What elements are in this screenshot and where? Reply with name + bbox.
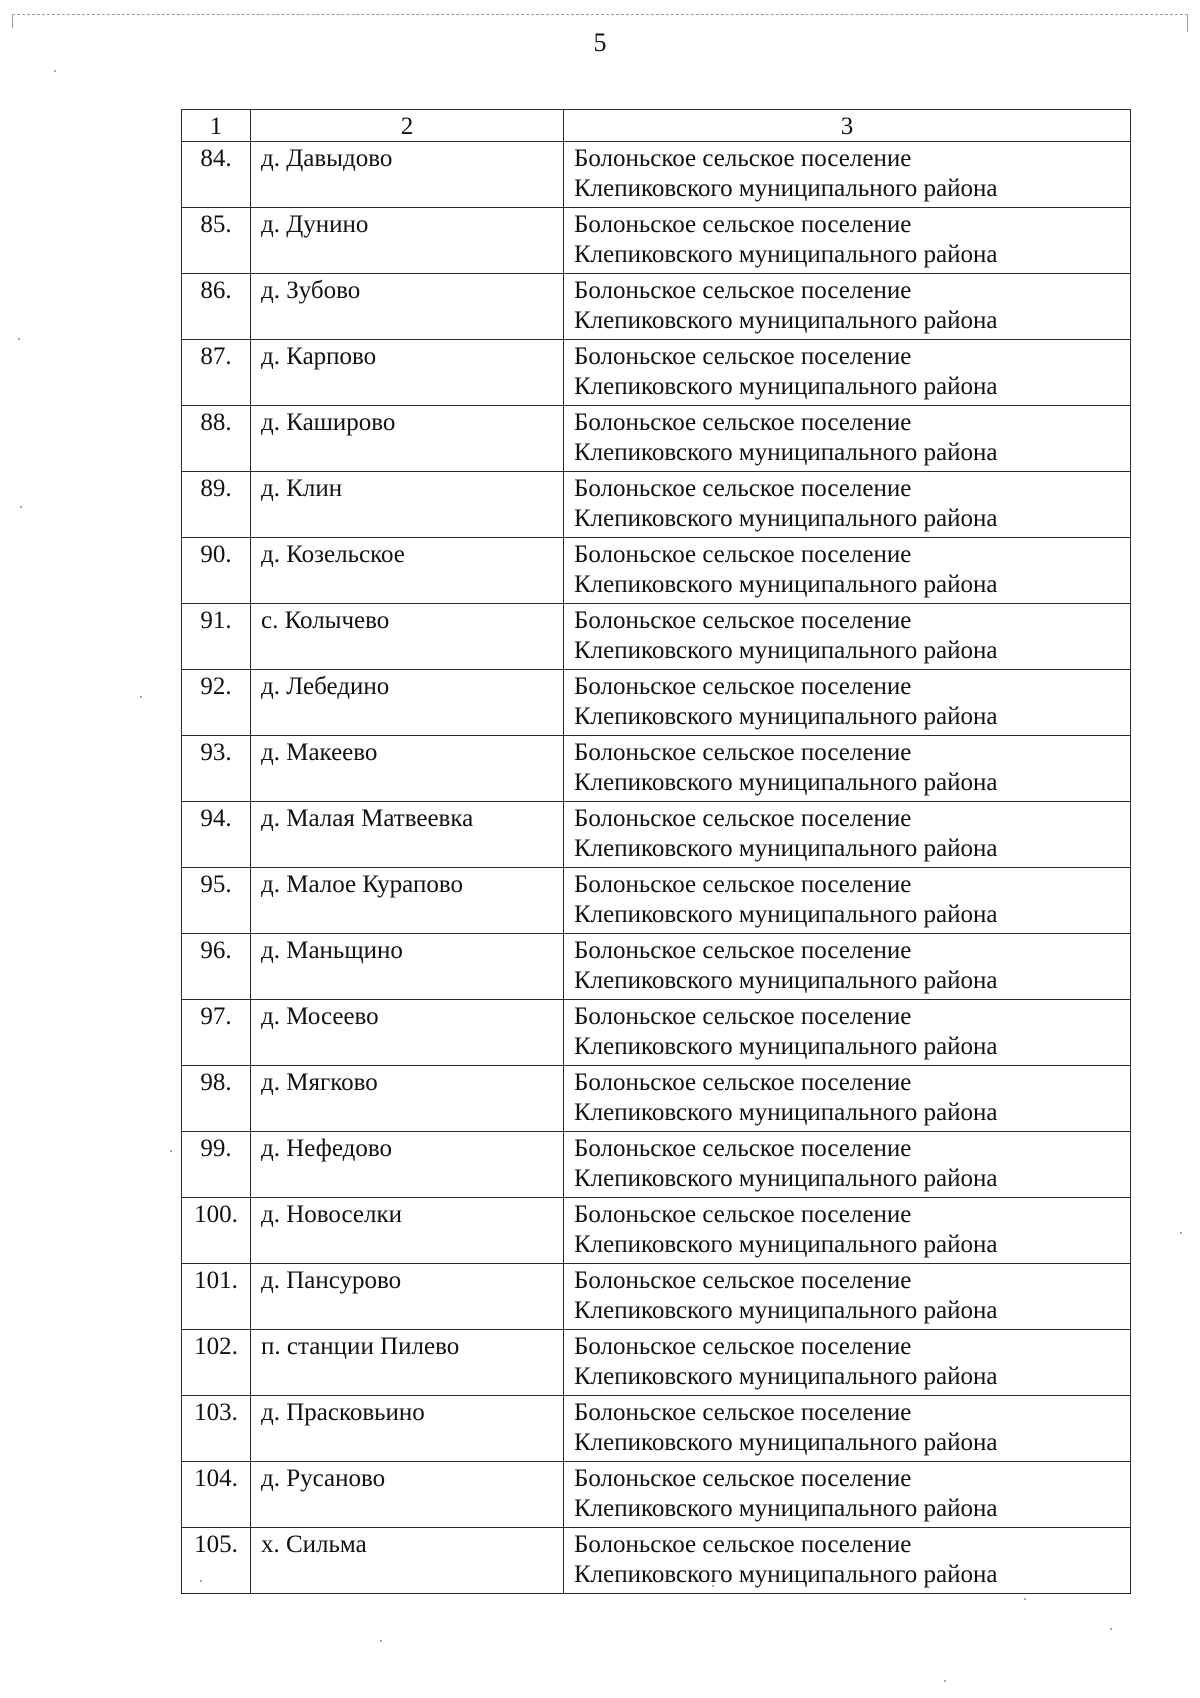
municipality-line-1: Болоньское сельское поселение: [574, 1201, 912, 1228]
municipality-cell: [564, 406, 1131, 472]
row-number-cell: 105.: [182, 1528, 251, 1594]
header-cell-1: 1: [182, 110, 251, 142]
row-number-cell: 98.: [182, 1066, 251, 1132]
municipality-cell: [564, 472, 1131, 538]
table-row: [182, 1000, 1131, 1066]
settlement-name-cell: с. Колычево: [251, 604, 564, 670]
municipality-cell: [564, 142, 1131, 208]
row-number-cell: 95.: [182, 868, 251, 934]
municipality-line-1: Болоньское сельское поселение: [574, 1531, 912, 1558]
table-row: [182, 670, 1131, 736]
settlement-name-cell: д. Каширово: [251, 406, 564, 472]
settlement-name-cell: д. Малая Матвеевка: [251, 802, 564, 868]
settlement-name-cell: д. Пансурово: [251, 1264, 564, 1330]
table-row: [182, 1198, 1131, 1264]
scan-speck: [944, 1680, 946, 1682]
header-cell-2: 2: [251, 110, 564, 142]
table-row: [182, 142, 1131, 208]
scan-speck: [1110, 1628, 1112, 1630]
municipality-line-2: Клепиковского муниципального района: [574, 439, 998, 466]
scan-speck: [140, 696, 142, 698]
table-row: [182, 208, 1131, 274]
municipality-cell: [564, 670, 1131, 736]
municipality-cell: [564, 1462, 1131, 1528]
municipality-line-1: Болоньское сельское поселение: [574, 475, 912, 502]
table-row: [182, 406, 1131, 472]
row-number-cell: 86.: [182, 274, 251, 340]
settlement-name-cell: д. Макеево: [251, 736, 564, 802]
municipality-line-2: Клепиковского муниципального района: [574, 637, 998, 664]
settlement-name-cell: д. Лебедино: [251, 670, 564, 736]
municipality-cell: [564, 1264, 1131, 1330]
table-row: [182, 1264, 1131, 1330]
municipality-cell: [564, 340, 1131, 406]
settlement-name-cell: д. Дунино: [251, 208, 564, 274]
municipality-cell: [564, 868, 1131, 934]
municipality-line-2: Клепиковского муниципального района: [574, 1165, 998, 1192]
settlement-name-cell: д. Нефедово: [251, 1132, 564, 1198]
settlement-name-cell: д. Зубово: [251, 274, 564, 340]
settlement-name-cell: д. Козельское: [251, 538, 564, 604]
table-row: [182, 934, 1131, 1000]
page-number: 5: [593, 28, 607, 57]
settlement-name-cell: д. Новоселки: [251, 1198, 564, 1264]
municipality-line-1: Болоньское сельское поселение: [574, 1267, 912, 1294]
municipality-cell: [564, 1066, 1131, 1132]
municipality-cell: [564, 1132, 1131, 1198]
settlement-name-cell: д. Малое Курапово: [251, 868, 564, 934]
municipality-line-2: Клепиковского муниципального района: [574, 505, 998, 532]
municipality-cell: [564, 802, 1131, 868]
row-number-cell: 100.: [182, 1198, 251, 1264]
scan-speck: [1024, 1598, 1026, 1600]
municipality-line-2: Клепиковского муниципального района: [574, 241, 998, 268]
scan-speck: [380, 1640, 382, 1642]
row-number-cell: 93.: [182, 736, 251, 802]
table-row: [182, 1462, 1131, 1528]
settlement-name-cell: п. станции Пилево: [251, 1330, 564, 1396]
table-row: [182, 472, 1131, 538]
municipality-line-2: Клепиковского муниципального района: [574, 769, 998, 796]
municipality-line-1: Болоньское сельское поселение: [574, 277, 912, 304]
municipality-line-1: Болоньское сельское поселение: [574, 343, 912, 370]
settlement-name-cell: д. Русаново: [251, 1462, 564, 1528]
table-row: [182, 538, 1131, 604]
row-number-cell: 96.: [182, 934, 251, 1000]
municipality-line-1: Болоньское сельское поселение: [574, 1069, 912, 1096]
municipality-line-1: Болоньское сельское поселение: [574, 805, 912, 832]
table-row: [182, 1528, 1131, 1594]
row-number-cell: 87.: [182, 340, 251, 406]
municipality-line-1: Болоньское сельское поселение: [574, 673, 912, 700]
table-row: [182, 1066, 1131, 1132]
settlement-name-cell: д. Мосеево: [251, 1000, 564, 1066]
municipality-line-2: Клепиковского муниципального района: [574, 901, 998, 928]
row-number-cell: 88.: [182, 406, 251, 472]
municipality-line-2: Клепиковского муниципального района: [574, 967, 998, 994]
municipality-cell: [564, 1396, 1131, 1462]
row-number-cell: 85.: [182, 208, 251, 274]
municipality-line-2: Клепиковского муниципального района: [574, 1099, 998, 1126]
table-row: [182, 1396, 1131, 1462]
municipality-line-2: Клепиковского муниципального района: [574, 1231, 998, 1258]
municipality-line-2: Клепиковского муниципального района: [574, 1495, 998, 1522]
header-cell-3: 3: [564, 110, 1131, 142]
municipality-line-2: Клепиковского муниципального района: [574, 373, 998, 400]
municipality-line-1: Болоньское сельское поселение: [574, 1003, 912, 1030]
municipality-cell: [564, 1528, 1131, 1594]
row-number-cell: 99.: [182, 1132, 251, 1198]
row-number-cell: 97.: [182, 1000, 251, 1066]
row-number-cell: 102.: [182, 1330, 251, 1396]
municipality-line-2: Клепиковского муниципального района: [574, 1429, 998, 1456]
municipality-cell: [564, 1000, 1131, 1066]
row-number-cell: 89.: [182, 472, 251, 538]
row-number-cell: 90.: [182, 538, 251, 604]
municipality-line-1: Болоньское сельское поселение: [574, 607, 912, 634]
scan-speck: [1180, 1232, 1182, 1234]
municipality-cell: [564, 208, 1131, 274]
table-row: [182, 1132, 1131, 1198]
municipality-cell: [564, 604, 1131, 670]
municipality-line-2: Клепиковского муниципального района: [574, 835, 998, 862]
table-header-row: [182, 110, 1131, 142]
municipality-line-1: Болоньское сельское поселение: [574, 1399, 912, 1426]
municipality-line-2: Клепиковского муниципального района: [574, 1363, 998, 1390]
settlement-name-cell: д. Давыдово: [251, 142, 564, 208]
municipality-line-2: Клепиковского муниципального района: [574, 307, 998, 334]
municipality-line-2: Клепиковского муниципального района: [574, 1297, 998, 1324]
municipality-line-1: Болоньское сельское поселение: [574, 211, 912, 238]
settlement-name-cell: х. Сильма: [251, 1528, 564, 1594]
row-number-cell: 103.: [182, 1396, 251, 1462]
table-row: [182, 1330, 1131, 1396]
municipality-cell: [564, 538, 1131, 604]
row-number-cell: 92.: [182, 670, 251, 736]
municipality-line-1: Болоньское сельское поселение: [574, 937, 912, 964]
table-row: [182, 340, 1131, 406]
table-row: [182, 802, 1131, 868]
table-row: [182, 274, 1131, 340]
municipality-line-2: Клепиковского муниципального района: [574, 1033, 998, 1060]
table-row: [182, 604, 1131, 670]
municipality-line-1: Болоньское сельское поселение: [574, 739, 912, 766]
row-number-cell: 104.: [182, 1462, 251, 1528]
municipality-line-2: Клепиковского муниципального района: [574, 1561, 998, 1588]
row-number-cell: 101.: [182, 1264, 251, 1330]
municipality-cell: [564, 934, 1131, 1000]
municipality-cell: [564, 736, 1131, 802]
municipality-line-1: Болоньское сельское поселение: [574, 541, 912, 568]
settlement-name-cell: д. Маньщино: [251, 934, 564, 1000]
municipality-cell: [564, 274, 1131, 340]
settlement-name-cell: д. Прасковьино: [251, 1396, 564, 1462]
municipality-cell: [564, 1198, 1131, 1264]
scan-speck: [170, 1150, 172, 1152]
municipality-line-1: Болоньское сельское поселение: [574, 145, 912, 172]
scan-speck: [54, 70, 56, 72]
municipality-line-1: Болоньское сельское поселение: [574, 1465, 912, 1492]
settlements-table: [181, 109, 1131, 1594]
settlement-name-cell: д. Клин: [251, 472, 564, 538]
municipality-line-2: Клепиковского муниципального района: [574, 571, 998, 598]
row-number-cell: 94.: [182, 802, 251, 868]
table-row: [182, 868, 1131, 934]
municipality-line-1: Болоньское сельское поселение: [574, 1333, 912, 1360]
municipality-cell: [564, 1330, 1131, 1396]
municipality-line-1: Болоньское сельское поселение: [574, 871, 912, 898]
table-row: [182, 736, 1131, 802]
settlement-name-cell: д. Карпово: [251, 340, 564, 406]
scan-border-top: [12, 14, 1188, 23]
scan-speck: [18, 338, 20, 340]
municipality-line-1: Болоньское сельское поселение: [574, 409, 912, 436]
municipality-line-1: Болоньское сельское поселение: [574, 1135, 912, 1162]
scan-speck: [20, 506, 22, 508]
row-number-cell: 91.: [182, 604, 251, 670]
municipality-line-2: Клепиковского муниципального района: [574, 175, 998, 202]
row-number-cell: 84.: [182, 142, 251, 208]
settlement-name-cell: д. Мягково: [251, 1066, 564, 1132]
scan-border-left: [12, 14, 13, 28]
municipality-line-2: Клепиковского муниципального района: [574, 703, 998, 730]
